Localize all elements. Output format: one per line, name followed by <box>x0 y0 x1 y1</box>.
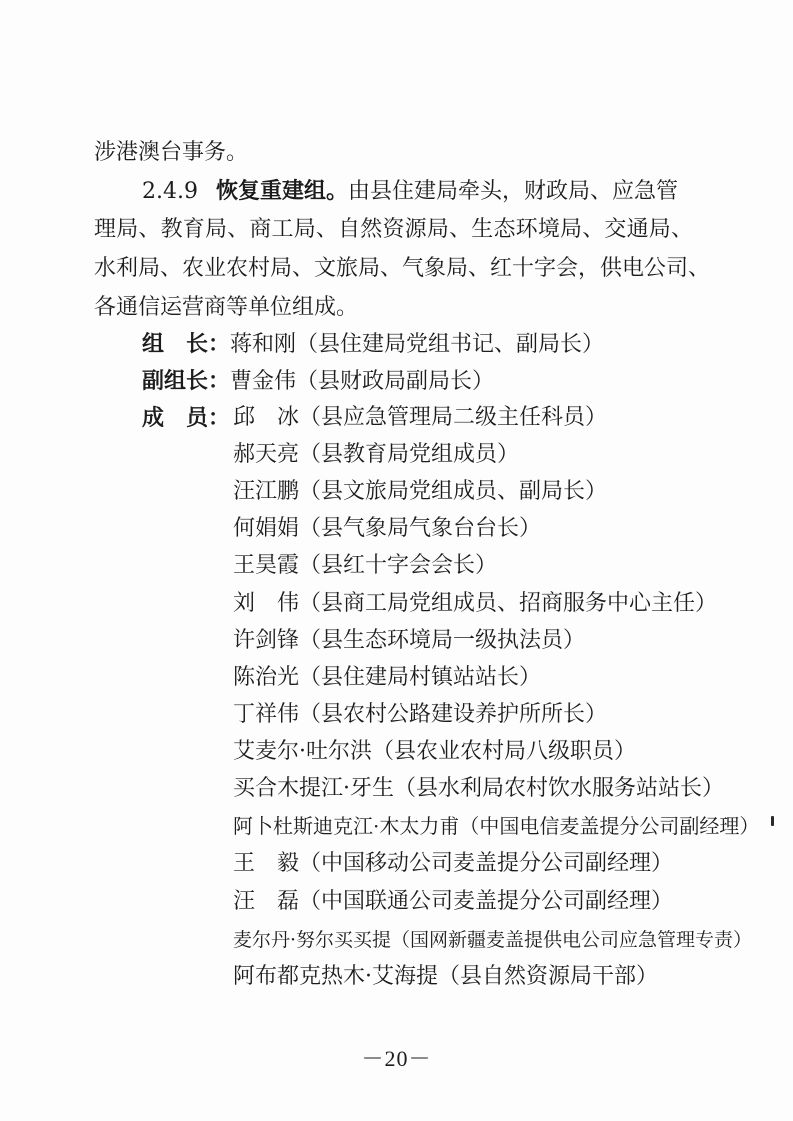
paragraph-tail: 涉港澳台事务。 <box>94 140 249 165</box>
member-item: 麦尔丹·努尔买买提（国网新疆麦盖提供电公司应急管理专责） <box>233 929 753 951</box>
member-item: 王昊霞（县红十字会会长） <box>233 553 498 578</box>
member-item: 许剑锋（县生态环境局一级执法员） <box>233 628 586 653</box>
leader-label: 组 长： <box>142 331 231 357</box>
member-item: 王 毅（中国移动公司麦盖提分公司副经理） <box>233 851 674 876</box>
member-item: 汪 磊（中国联通公司麦盖提分公司副经理） <box>233 889 674 914</box>
scan-mark <box>771 816 774 826</box>
member-item: 陈治光（县住建局村镇站站长） <box>233 665 542 690</box>
section-body-line-4: 各通信运营商等单位组成。 <box>94 295 359 320</box>
section-number: 2.4.9 <box>142 179 198 204</box>
leader-value: 蒋和刚（县住建局党组书记、副局长） <box>230 332 605 357</box>
page-number: －20－ <box>361 1046 432 1071</box>
section-body-line-2: 理局、教育局、商工局、自然资源局、生态环境局、交通局、 <box>94 217 693 242</box>
deputy-value: 曹金伟（县财政局副局长） <box>230 369 495 394</box>
member-item: 买合木提江·牙生（县水利局农村饮水服务站站长） <box>233 776 724 801</box>
member-item: 阿布都克热木·艾海提（县自然资源局干部） <box>233 964 658 989</box>
members-label: 成 员： <box>142 405 231 431</box>
leader-row <box>142 329 793 360</box>
member-item: 郝天亮（县教育局党组成员） <box>233 442 520 467</box>
member-item: 邱 冰（县应急管理局二级主任科员） <box>233 405 608 430</box>
section-body-line-1: 由县住建局牵头，财政局、应急管 <box>348 179 679 204</box>
member-item: 何娟娟（县气象局气象台台长） <box>233 516 542 541</box>
section-title: 恢复重建组。 <box>215 178 348 204</box>
member-item: 阿卜杜斯迪克江·木太力甫（中国电信麦盖提分公司副经理） <box>233 814 760 838</box>
member-item: 丁祥伟（县农村公路建设养护所所长） <box>233 702 608 727</box>
section-body-line-3: 水利局、农业农村局、文旅局、气象局、红十字会，供电公司、 <box>94 256 711 281</box>
section-heading-line <box>142 176 683 207</box>
member-item: 汪江鹏（县文旅局党组成员、副局长） <box>233 479 608 504</box>
deputy-row <box>142 366 793 397</box>
deputy-label: 副组长： <box>142 368 231 394</box>
member-item: 刘 伟（县商工局党组成员、招商服务中心主任） <box>233 591 718 616</box>
member-item: 艾麦尔·吐尔洪（县农业农村局八级职员） <box>233 739 636 764</box>
